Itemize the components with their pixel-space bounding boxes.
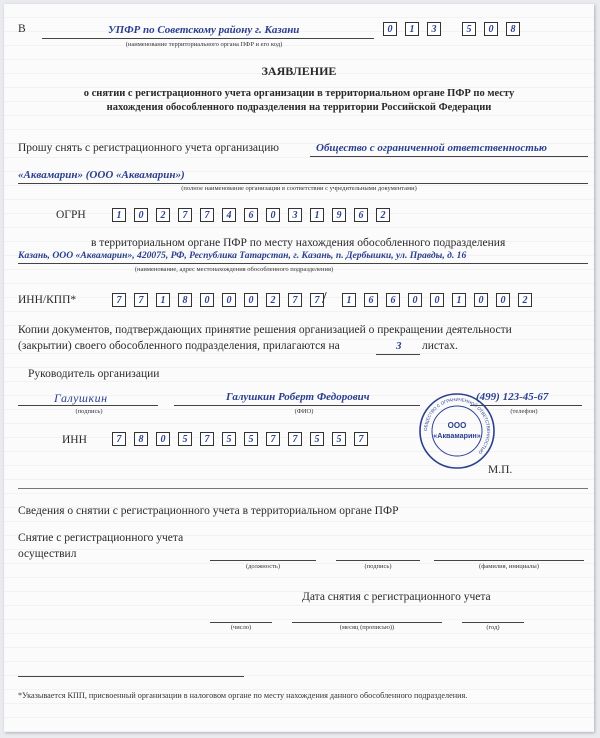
digit-cell: 1	[452, 293, 466, 307]
digit-cell: 0	[244, 293, 258, 307]
request-label: Прошу снять с регистрационного учета организацию	[18, 142, 279, 154]
month-underline	[292, 622, 442, 623]
digit-cell: 6	[386, 293, 400, 307]
digit-cell: 9	[332, 208, 346, 222]
digit-cell: 7	[288, 293, 302, 307]
digit-cell: 0	[156, 432, 170, 446]
section-divider	[18, 488, 588, 489]
digit-cell: 5	[178, 432, 192, 446]
day-caption: (число)	[230, 624, 252, 631]
digit-cell: 1	[156, 293, 170, 307]
official-name-underline	[434, 560, 584, 561]
copies-count: 3	[396, 340, 402, 352]
ogrn-cells	[112, 208, 398, 222]
copies-line-2: (закрытии) своего обособленного подразделения, прилагаются на	[18, 340, 340, 352]
signature-underline	[18, 405, 158, 406]
digit-cell: 7	[266, 432, 280, 446]
digit-cell: 7	[112, 432, 126, 446]
copies-unit: листах.	[422, 340, 458, 352]
digit-cell: 5	[332, 432, 346, 446]
digit-cell: 2	[266, 293, 280, 307]
footnote: *Указывается КПП, присвоенный организации в налоговом органе по месту нахождения данного обособленного подразделения.	[18, 691, 468, 700]
digit-cell: 0	[484, 22, 498, 36]
org-name-part1: Общество с ограниченной ответственностью	[316, 142, 547, 154]
location-label: в территориальном органе ПФР по месту нахождения обособленного подразделения	[91, 237, 506, 249]
official-signature-caption: (подпись)	[364, 563, 392, 570]
digit-cell: 6	[354, 208, 368, 222]
digit-cell: 1	[112, 208, 126, 222]
authority-code-part2	[462, 22, 528, 36]
digit-cell: 0	[200, 293, 214, 307]
head-signature: Галушкин	[54, 391, 108, 405]
org-name-underline-1	[310, 156, 588, 157]
digit-cell: 6	[244, 208, 258, 222]
digit-cell: 5	[462, 22, 476, 36]
head-inn-cells	[112, 432, 376, 446]
digit-cell: 7	[288, 432, 302, 446]
location-caption: (наименование, адрес местонахождения обособленного подразделения)	[134, 266, 334, 273]
pfr-section-title: Сведения о снятии с регистрационного учета в территориальном органе ПФР	[18, 505, 399, 517]
digit-cell: 2	[376, 208, 390, 222]
name-caption: (ФИО)	[294, 408, 314, 415]
performed-line-2: осуществил	[18, 548, 77, 560]
year-underline	[462, 622, 524, 623]
day-underline	[210, 622, 272, 623]
inn-kpp-separator: /	[322, 288, 327, 307]
authority-code-part1	[383, 22, 449, 36]
head-label: Руководитель организации	[28, 368, 160, 380]
digit-cell: 0	[134, 208, 148, 222]
copies-line-1: Копии документов, подтверждающих принятие решения организацией о прекращении деятельности	[18, 324, 512, 336]
digit-cell: 2	[518, 293, 532, 307]
year-caption: (год)	[486, 624, 500, 631]
digit-cell: 8	[178, 293, 192, 307]
document-title: ЗАЯВЛЕНИЕ	[261, 64, 337, 78]
month-caption: (месяц (прописью))	[339, 624, 395, 631]
digit-cell: 4	[222, 208, 236, 222]
digit-cell: 7	[178, 208, 192, 222]
digit-cell: 5	[310, 432, 324, 446]
performed-line-1: Снятие с регистрационного учета	[18, 532, 184, 544]
digit-cell: 0	[474, 293, 488, 307]
head-inn-label: ИНН	[62, 434, 87, 446]
digit-cell: 2	[156, 208, 170, 222]
date-label: Дата снятия с регистрационного учета	[302, 591, 491, 603]
digit-cell: 0	[266, 208, 280, 222]
digit-cell: 0	[496, 293, 510, 307]
digit-cell: 1	[405, 22, 419, 36]
official-signature-underline	[336, 560, 420, 561]
digit-cell: 1	[342, 293, 356, 307]
digit-cell: 7	[354, 432, 368, 446]
digit-cell: 6	[364, 293, 378, 307]
phone-caption: (телефон)	[510, 408, 538, 415]
title-line-2: нахождения обособленного подразделения на территории Российской Федерации	[106, 102, 492, 113]
location-underline	[18, 263, 588, 264]
digit-cell: 3	[427, 22, 441, 36]
authority-underline	[42, 38, 374, 39]
digit-cell: 3	[288, 208, 302, 222]
digit-cell: 8	[506, 22, 520, 36]
head-phone: (499) 123-45-67	[476, 391, 549, 403]
inn-cells	[112, 293, 332, 307]
authority-name: УПФР по Советскому району г. Казани	[108, 24, 300, 36]
digit-cell: 7	[200, 208, 214, 222]
kpp-cells	[342, 293, 540, 307]
name-underline	[174, 405, 420, 406]
inn-kpp-label: ИНН/КПП*	[18, 294, 77, 306]
header-prefix: В	[18, 23, 26, 35]
digit-cell: 7	[200, 432, 214, 446]
location-address: Казань, ООО «Аквамарин», 420075, РФ, Республика Татарстан, г. Казань, п. Дербышки, ул. Правды, д. 16	[18, 250, 467, 261]
digit-cell: 8	[134, 432, 148, 446]
digit-cell: 5	[244, 432, 258, 446]
copies-count-underline	[376, 354, 420, 355]
company-stamp	[418, 392, 496, 470]
digit-cell: 0	[430, 293, 444, 307]
stamp-ring-text: ОБЩЕСТВО С ОГРАНИЧЕННОЙ ОТВЕТСТВЕННОСТЬЮ	[422, 396, 492, 456]
position-caption: (должность)	[245, 563, 281, 570]
authority-caption: (наименование территориального органа ПФР и его код)	[125, 41, 283, 48]
document-sheet	[4, 4, 594, 732]
org-name-caption: (полное наименование организации в соответствии с учредительными документами)	[181, 185, 417, 192]
stamp-center-line-1: ООО	[447, 421, 467, 430]
stamp-center-line-2: «Аквамарин»	[433, 431, 481, 440]
digit-cell: 7	[112, 293, 126, 307]
ogrn-label: ОГРН	[56, 209, 86, 221]
official-name-caption: (фамилия, инициалы)	[479, 563, 539, 570]
position-underline	[210, 560, 316, 561]
org-name-underline-2	[18, 183, 588, 184]
title-line-1: о снятии с регистрационного учета организации в территориальном органе ПФР по месту	[83, 88, 515, 99]
digit-cell: 1	[310, 208, 324, 222]
digit-cell: 0	[408, 293, 422, 307]
digit-cell: 0	[383, 22, 397, 36]
seal-place-label: М.П.	[488, 464, 513, 476]
digit-cell: 0	[222, 293, 236, 307]
digit-cell: 7	[134, 293, 148, 307]
digit-cell: 5	[222, 432, 236, 446]
head-full-name: Галушкин Роберт Федорович	[226, 391, 370, 403]
digit-cell: 7	[310, 293, 324, 307]
org-name-part2: «Аквамарин» (ООО «Аквамарин»)	[18, 169, 185, 181]
footnote-rule	[18, 676, 244, 677]
signature-caption: (подпись)	[75, 408, 103, 415]
